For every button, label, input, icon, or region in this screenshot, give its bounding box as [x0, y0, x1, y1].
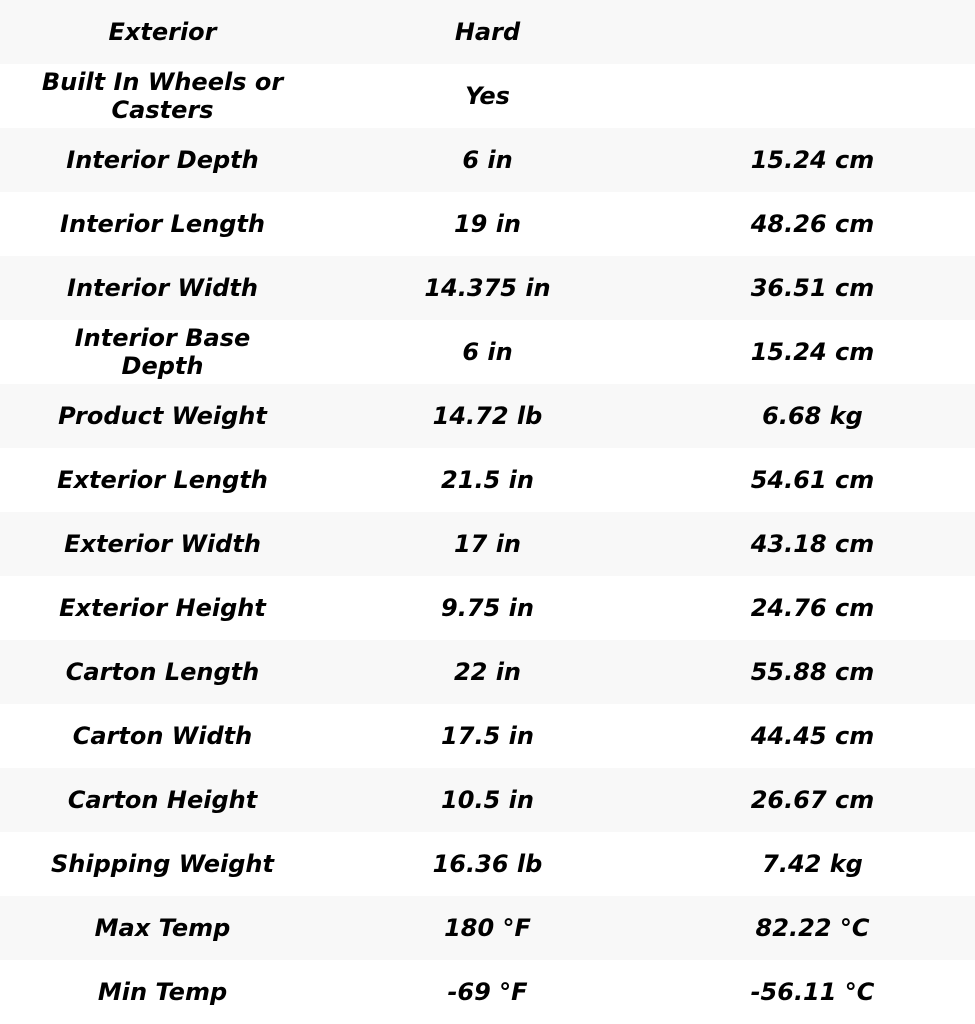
spec-imperial-value: -69 °F [447, 978, 528, 1006]
spec-label: Carton Width [72, 722, 253, 750]
spec-label: Carton Length [65, 658, 260, 686]
table-row [0, 768, 975, 832]
spec-metric-value: 82.22 °C [755, 914, 870, 942]
spec-imperial-value: 21.5 in [441, 466, 534, 494]
spec-metric-value: 6.68 kg [762, 402, 863, 430]
table-row [0, 64, 975, 128]
spec-label: Carton Height [67, 786, 258, 814]
spec-imperial-value: Hard [454, 18, 521, 46]
spec-label: Interior Base Depth [74, 324, 251, 380]
table-row [0, 0, 975, 64]
spec-label: Interior Length [60, 210, 265, 238]
spec-metric-value: 26.67 cm [750, 786, 875, 814]
table-row [0, 320, 975, 384]
spec-imperial-value: 17 in [453, 530, 522, 558]
table-row [0, 128, 975, 192]
spec-metric-value: 24.76 cm [750, 594, 875, 622]
table-row [0, 704, 975, 768]
spec-imperial-value: 10.5 in [441, 786, 534, 814]
spec-imperial-value: 6 in [462, 338, 513, 366]
spec-label: Interior Width [67, 274, 258, 302]
spec-label: Exterior [108, 18, 217, 46]
spec-metric-value: 43.18 cm [750, 530, 875, 558]
table-row [0, 576, 975, 640]
spec-label: Shipping Weight [51, 850, 274, 878]
table-row [0, 192, 975, 256]
spec-metric-value: 54.61 cm [750, 466, 875, 494]
spec-metric-value: 7.42 kg [762, 850, 863, 878]
table-row [0, 640, 975, 704]
table-row [0, 960, 975, 1024]
table-row [0, 896, 975, 960]
table-row [0, 384, 975, 448]
table-row [0, 448, 975, 512]
spec-metric-value: 36.51 cm [750, 274, 875, 302]
spec-label: Min Temp [97, 978, 228, 1006]
table-row [0, 256, 975, 320]
spec-label: Exterior Height [59, 594, 266, 622]
spec-imperial-value: 19 in [453, 210, 522, 238]
spec-label: Exterior Length [57, 466, 268, 494]
spec-metric-value: 44.45 cm [750, 722, 875, 750]
spec-metric-value: 48.26 cm [750, 210, 875, 238]
table-row [0, 832, 975, 896]
spec-imperial-value: 14.375 in [424, 274, 551, 302]
spec-label: Product Weight [58, 402, 267, 430]
spec-metric-value: 15.24 cm [750, 146, 875, 174]
spec-imperial-value: 14.72 lb [432, 402, 543, 430]
spec-metric-value: -56.11 °C [750, 978, 875, 1006]
spec-label: Interior Depth [66, 146, 259, 174]
spec-imperial-value: 17.5 in [441, 722, 534, 750]
spec-imperial-value: 180 °F [444, 914, 531, 942]
spec-imperial-value: 9.75 in [441, 594, 534, 622]
spec-label: Max Temp [94, 914, 231, 942]
spec-metric-value: 55.88 cm [750, 658, 875, 686]
spec-imperial-value: 22 in [453, 658, 522, 686]
spec-label: Built In Wheels or Casters [41, 68, 284, 124]
spec-imperial-value: 16.36 lb [432, 850, 543, 878]
spec-imperial-value: 6 in [462, 146, 513, 174]
spec-metric-value: 15.24 cm [750, 338, 875, 366]
table-row [0, 512, 975, 576]
spec-label: Exterior Width [64, 530, 261, 558]
spec-imperial-value: Yes [465, 82, 510, 110]
